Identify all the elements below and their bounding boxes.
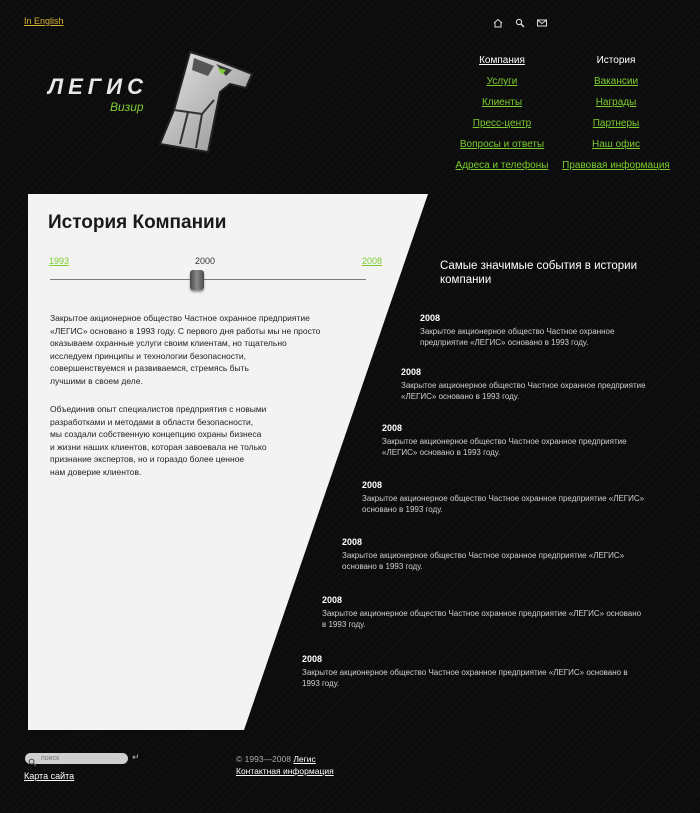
event-item: 2008 Закрытое акционерное общество Частное охранное предприятие «ЛЕГИС» основано в 1993 году.: [302, 654, 628, 688]
nav-item-press[interactable]: Пресс-центр: [472, 118, 532, 129]
nav-item-clients[interactable]: Клиенты: [481, 97, 523, 108]
company-link[interactable]: Легис: [293, 754, 316, 764]
logo-subtitle: Визир: [110, 100, 144, 114]
page-title: История Компании: [48, 212, 227, 233]
timeline-handle[interactable]: [190, 270, 204, 290]
logo[interactable]: [44, 48, 259, 158]
top-icons: [492, 16, 548, 28]
nav-item-vacancies[interactable]: Вакансии: [593, 76, 639, 87]
contacts-link[interactable]: Контактная информация: [236, 766, 334, 776]
event-item: 2008 Закрытое акционерное общество Частное охранное предприятие «ЛЕГИС» основано в 1993 году.: [382, 423, 627, 457]
event-item: 2008 Закрытое акционерное общество Частное охранное предприятие «ЛЕГИС» основано в 1993 году.: [342, 537, 625, 571]
copyright: [236, 754, 316, 764]
nav-item-services[interactable]: Услуги: [486, 76, 518, 87]
nav-item-legal[interactable]: Правовая информация: [562, 160, 670, 171]
copyright-text: © 1993—2008: [236, 754, 291, 764]
horse-shield-emblem: [154, 48, 258, 158]
sitemap-link[interactable]: Карта сайта: [24, 771, 75, 781]
events-title: Самые значимые события в истории компании: [440, 260, 638, 286]
timeline-end-link[interactable]: 2008: [362, 256, 383, 266]
timeline-current-year: 2000: [195, 256, 216, 266]
search-icon[interactable]: [514, 16, 526, 28]
nav-item-addresses[interactable]: Адреса и телефоны: [455, 160, 549, 171]
second-paragraph: Объединив опыт специалистов предприятия с новыми разработками и методами в области безопасности, мы создали собственную концепцию охраны бизнеса и жизни наших клиентов, которая завоевала не только признание экспертов, но и гораздо более ценное нам доверие клиентов.: [50, 404, 267, 477]
event-item: 2008 Закрытое акционерное общество Частное охранное предприятие «ЛЕГИС» основано в 1993 году.: [420, 313, 615, 347]
search-submit-button[interactable]: ↵: [132, 752, 140, 762]
nav-item-faq[interactable]: Вопросы и ответы: [459, 139, 545, 150]
nav-col-about: [560, 55, 672, 181]
nav-item-company[interactable]: Компания: [479, 55, 525, 66]
logo-text: ЛЕГИС: [48, 74, 149, 99]
timeline-track[interactable]: [50, 279, 366, 280]
nav-item-partners[interactable]: Партнеры: [592, 118, 640, 129]
event-item: 2008 Закрытое акционерное общество Частное охранное предприятие «ЛЕГИС» основано в 1993 году.: [322, 595, 642, 629]
nav-item-awards[interactable]: Награды: [595, 97, 637, 108]
home-icon[interactable]: [492, 16, 504, 28]
intro-paragraph: Закрытое акционерное общество Частное охранное предприятие «ЛЕГИС» основано в 1993 году. С первого дня работы мы не просто оказываем охранные услуги своим клиентам, но тщательно исследуем принципы и технологии безопасности, совершенствуемся и развиваемся, стремясь быть лучшими в своем деле.: [50, 313, 321, 386]
search-field-icon: [28, 754, 37, 763]
event-item: 2008 Закрытое акционерное общество Частное охранное предприятие «ЛЕГИС» основано в 1993 году.: [401, 367, 646, 401]
nav-item-office[interactable]: Наш офис: [592, 139, 640, 150]
search-input[interactable]: [25, 753, 128, 764]
nav-col-company: [450, 55, 554, 181]
timeline-start-link[interactable]: 1993: [49, 256, 70, 266]
event-item: 2008 Закрытое акционерное общество Частное охранное предприятие «ЛЕГИС» основано в 1993 году.: [362, 480, 645, 514]
nav-item-history[interactable]: История: [596, 55, 636, 66]
mail-icon[interactable]: [536, 16, 548, 28]
lang-switch-link[interactable]: In English: [24, 16, 64, 26]
